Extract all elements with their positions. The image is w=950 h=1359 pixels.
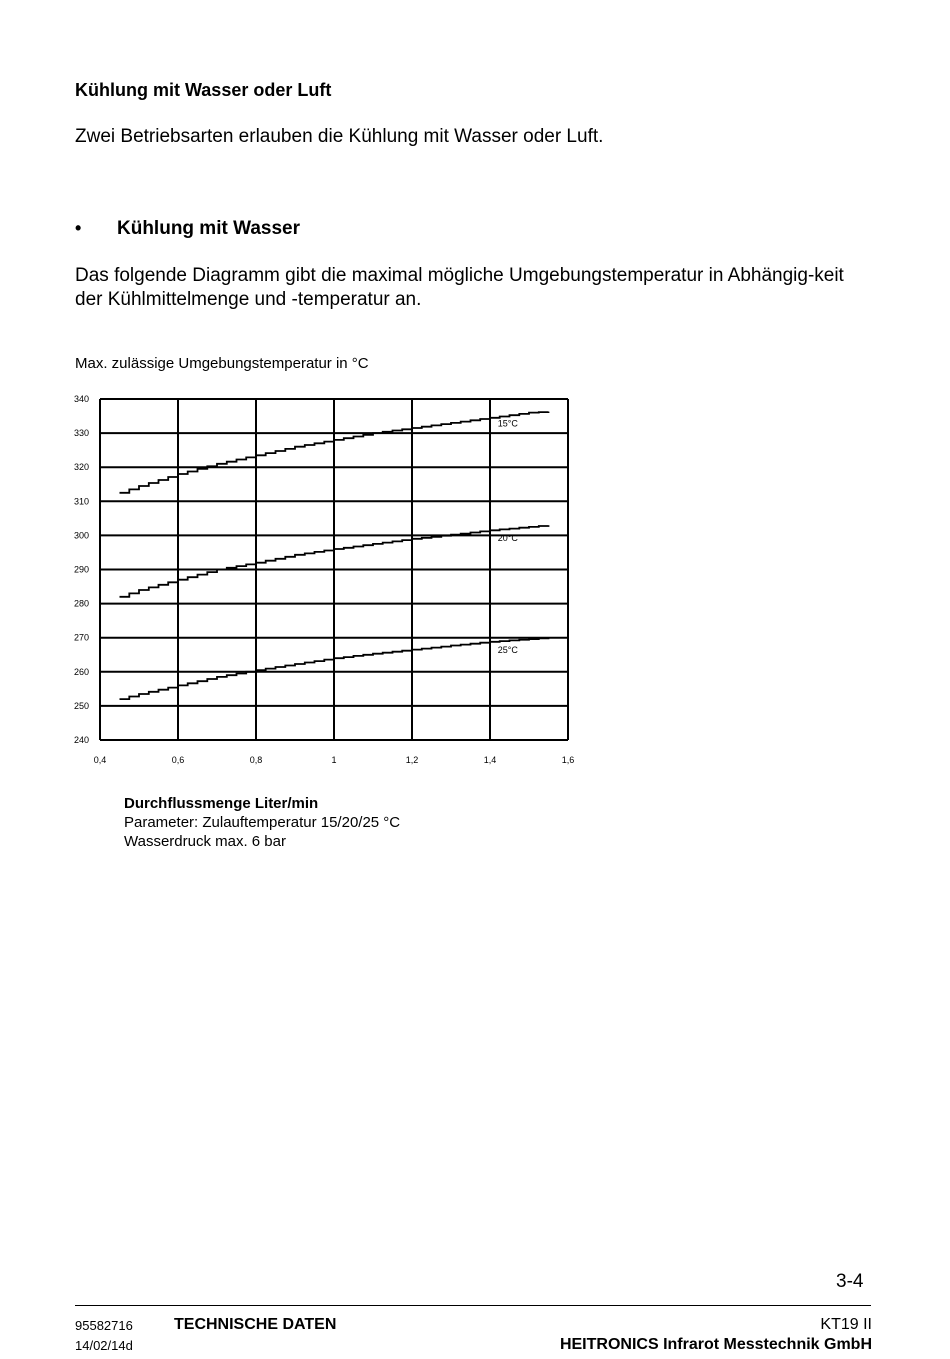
- section-title: Kühlung mit Wasser oder Luft: [75, 80, 332, 100]
- x-axis-caption: Durchflussmenge Liter/min: [124, 795, 319, 812]
- bullet-symbol: •: [75, 218, 82, 238]
- x-tick-label: 1,6: [561, 755, 575, 765]
- y-tick-label: 300: [73, 530, 89, 541]
- y-tick-label: 250: [73, 700, 89, 711]
- bullet-title: Kühlung mit Wasser: [117, 218, 300, 239]
- y-tick-label: 280: [73, 598, 89, 609]
- y-tick-label: 270: [73, 632, 89, 643]
- y-tick-label: 320: [73, 462, 89, 473]
- x-tick-label: 1,2: [405, 755, 419, 765]
- page-number: 3-4: [836, 1271, 864, 1292]
- x-tick-label: 0,8: [249, 755, 263, 765]
- footer-section-name: TECHNISCHE DATEN: [174, 1316, 337, 1333]
- chart-grid: [100, 399, 568, 740]
- y-tick-label: 290: [73, 564, 89, 575]
- x-tick-label: 0,4: [93, 755, 107, 765]
- company-name: HEITRONICS Infrarot Messtechnik GmbH: [559, 1336, 872, 1353]
- y-tick-label: 330: [73, 428, 89, 439]
- x-tick-label: 0,6: [171, 755, 185, 765]
- series-label: 15°C: [497, 418, 518, 429]
- pressure-caption: Wasserdruck max. 6 bar: [124, 833, 286, 850]
- document-number: 95582716: [75, 1318, 133, 1333]
- y-tick-label: 240: [73, 735, 89, 745]
- x-tick-label: 1,4: [483, 755, 497, 765]
- footer-divider: [75, 1305, 871, 1306]
- y-tick-label: 340: [73, 394, 89, 404]
- series-label: 25°C: [497, 645, 518, 656]
- y-tick-label: 260: [73, 666, 89, 677]
- x-tick-label: 1: [331, 755, 337, 765]
- intro-paragraph: Zwei Betriebsarten erlauben die Kühlung mit Wasser oder Luft.: [75, 126, 604, 147]
- chart-title: Max. zulässige Umgebungstemperatur in °C: [75, 355, 369, 372]
- series-label: 20°C: [497, 532, 518, 543]
- chart-axis-labels: [74, 394, 574, 765]
- y-tick-label: 310: [73, 496, 89, 507]
- description-paragraph: Das folgende Diagramm gibt die maximal mögliche Umgebungstemperatur in Abhängig-keit der Kühlmittelmenge und -temperatur an.: [75, 265, 844, 310]
- parameter-caption: Parameter: Zulauftemperatur 15/20/25 °C: [124, 814, 401, 831]
- product-name: KT19 II: [820, 1316, 872, 1333]
- document-date: 14/02/14d: [75, 1338, 133, 1353]
